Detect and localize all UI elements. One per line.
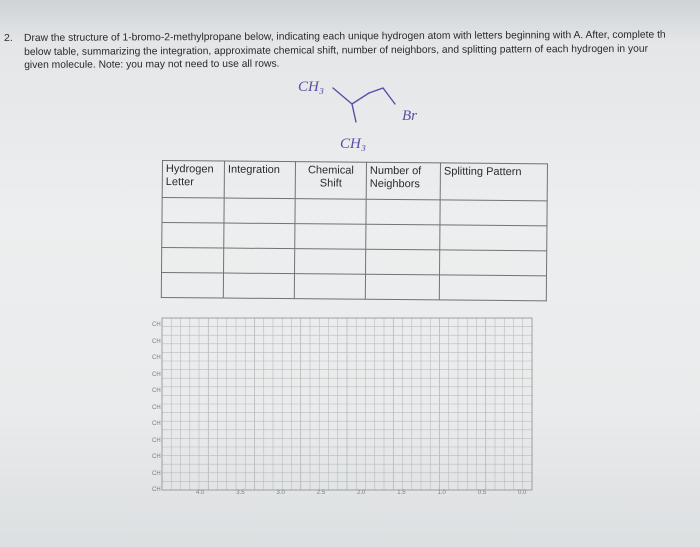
label-ch3-bottom: CH₃ [340, 136, 367, 152]
y-tick-label: CH [152, 322, 161, 328]
question-line-3: given molecule. Note: you may not need to use all rows. [24, 58, 280, 71]
y-tick-label: CH [152, 437, 161, 444]
x-tick-label: 1.0 [437, 490, 446, 496]
y-tick-label: CH [152, 404, 161, 411]
y-tick-label: CH [152, 355, 161, 361]
label-br: Br [402, 108, 417, 124]
x-tick-label: 2.0 [357, 490, 366, 496]
y-tick-label: CH [152, 454, 161, 460]
question-line-2: below table, summarizing the integration, approximate chemical shift, number of neighbors, and splitting pattern of each hydrogen in your [24, 43, 649, 58]
header-number-of-neighbors: Number of Neighbors [366, 162, 440, 200]
header-integration: Integration [224, 161, 295, 199]
header-chemical-shift: Chemical Shift [295, 162, 366, 200]
question-line-1: Draw the structure of 1-bromo-2-methylpropane below, indicating each unique hydrogen atom with letters beginning with A. After, complete th [24, 29, 666, 44]
x-tick-label: 4.0 [196, 490, 205, 496]
y-tick-label: CH [152, 487, 161, 493]
label-ch3-top: CH₃ [298, 79, 325, 95]
y-tick-label: CH [152, 371, 161, 378]
y-tick-label: CH [152, 338, 161, 345]
header-splitting-pattern: Splitting Pattern [440, 163, 547, 201]
x-tick-label: 0.5 [477, 490, 487, 496]
x-tick-label: 3.5 [236, 490, 245, 496]
x-tick-label: 2.5 [316, 490, 326, 496]
y-tick-label: CH [152, 388, 161, 394]
question-number: 2. [4, 32, 13, 44]
header-hydrogen-letter: Hydrogen Letter [162, 161, 224, 199]
y-tick-label: CH [152, 470, 161, 477]
x-tick-label: 0.0 [518, 490, 527, 496]
y-tick-label: CH [152, 421, 161, 427]
x-tick-label: 3.0 [276, 490, 285, 496]
x-tick-label: 1.5 [397, 490, 406, 496]
